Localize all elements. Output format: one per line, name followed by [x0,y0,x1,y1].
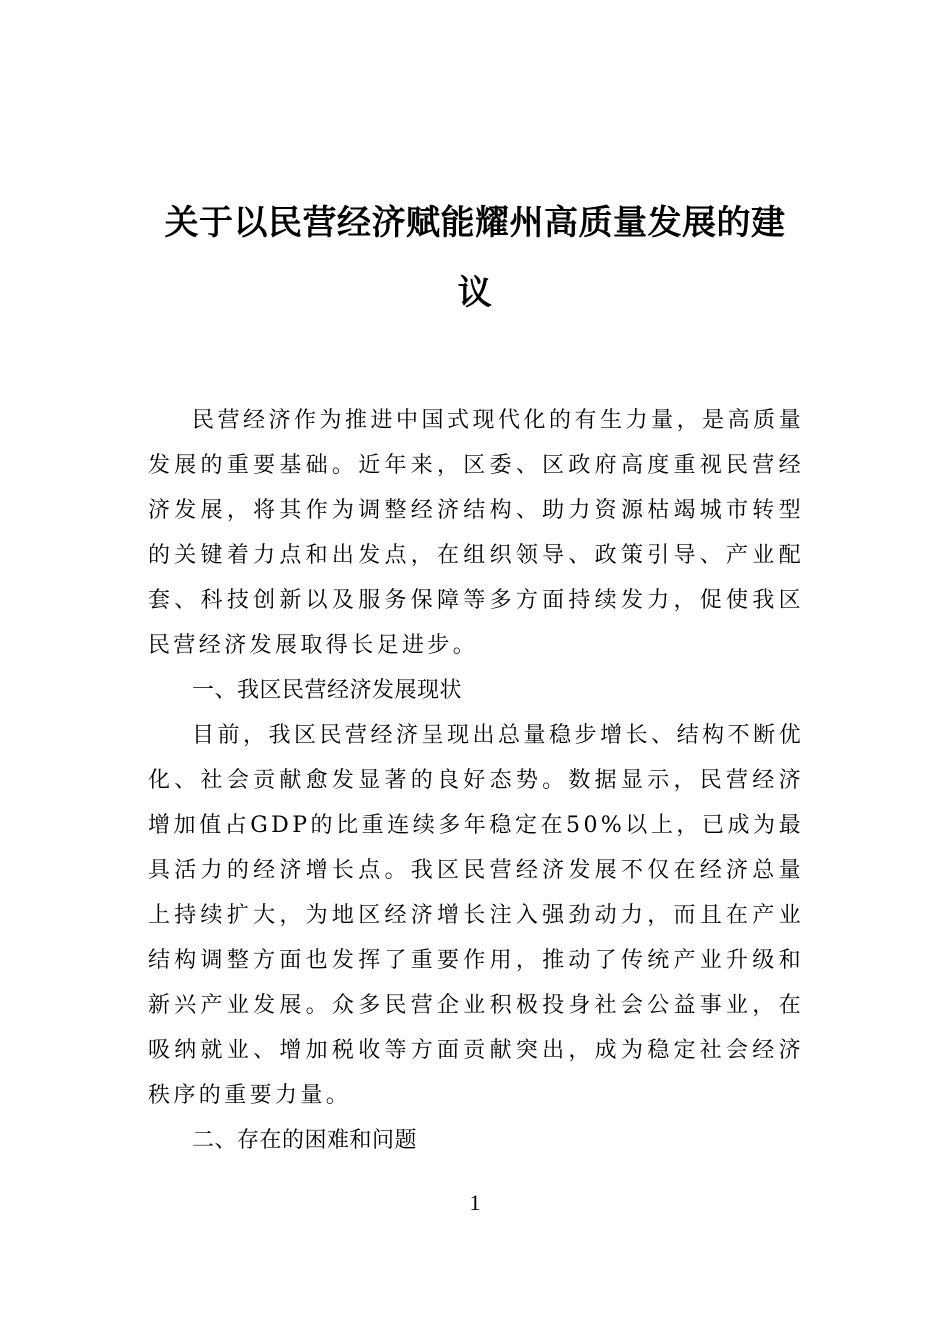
section-heading-problems: 二、存在的困难和问题 [192,1128,418,1153]
document-title: 关于以民营经济赋能耀州高质量发展的建议 [164,203,786,313]
status-paragraph: 目前，我区民营经济呈现出总量稳步增长、结构不断优化、社会贡献愈发显著的良好态势。数据显示，民营经济增加值占GDP的比重连续多年稳定在50%以上，已成为最具活力的经济增长点。我区民营经济发展不仅在经济总量上持续扩大，为地区经济增长注入强劲动力，而且在产业结构调整方面也发挥了重要作用，推动了传统产业升级和新兴产业发展。众多民营企业积极投身社会公益事业，在吸纳就业、增加税收等方面贡献突出，成为稳定社会经济秩序的重要力量。 [148,723,804,1108]
document-body [148,398,804,1163]
page-number: 1 [469,1190,481,1215]
intro-paragraph: 民营经济作为推进中国式现代化的有生力量，是高质量发展的重要基础。近年来，区委、区政府高度重视民营经济发展，将其作为调整经济结构、助力资源枯竭城市转型的关键着力点和出发点，在组织领导、政策引导、产业配套、科技创新以及服务保障等多方面持续发力，促使我区民营经济发展取得长足进步。 [148,408,804,658]
section-heading-status: 一、我区民营经济发展现状 [192,678,463,703]
